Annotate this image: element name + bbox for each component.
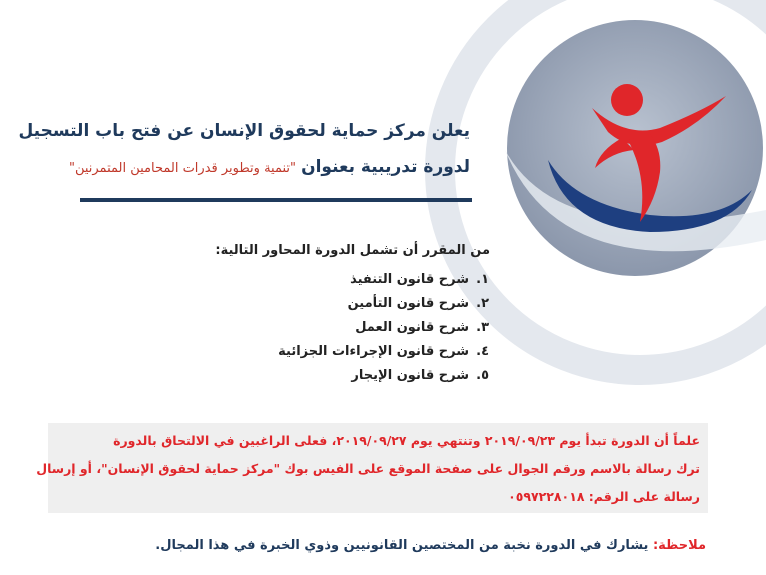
page-title: يعلن مركز حماية لحقوق الإنسان عن فتح باب التسجيل [18, 121, 470, 141]
header-divider [80, 198, 472, 202]
list-item-label: شرح قانون الإجراءات الجزائية [278, 344, 469, 359]
list-item-label: شرح قانون العمل [355, 320, 469, 335]
notice-line-dates: علماً أن الدورة تبدأ يوم ٢٠١٩/٠٩/٢٣ وتنتهي يوم ٢٠١٩/٠٩/٢٧، فعلى الراغبين في الالتحاق بالدورة [113, 433, 700, 448]
list-item [229, 292, 489, 316]
footer-note [46, 538, 706, 553]
subtitle-lead: لدورة تدريبية بعنوان [301, 157, 470, 177]
topics-list [229, 268, 489, 388]
list-item-label: شرح قانون التنفيذ [350, 272, 469, 287]
list-item-number: ١. [476, 272, 489, 287]
list-item-number: ٥. [476, 368, 489, 383]
notice-line-contact: ترك رسالة بالاسم ورقم الجوال على صفحة الموقع على الفيس بوك "مركز حماية لحقوق الإنسان"، أو إرسال [36, 461, 700, 476]
list-item-label: شرح قانون الإيجار [351, 368, 469, 383]
list-item [229, 340, 489, 364]
list-item-number: ٢. [476, 296, 489, 311]
note-text: يشارك في الدورة نخبة من المختصين القانونيين وذوي الخبرة في هذا المجال. [155, 538, 653, 553]
topics-intro: من المقرر أن تشمل الدورة المحاور التالية: [215, 243, 490, 258]
list-item [229, 316, 489, 340]
list-item-number: ٣. [476, 320, 489, 335]
notice-line-phone: رسالة على الرقم: ٠٥٩٧٢٢٨٠١٨ [508, 489, 700, 504]
list-item-label: شرح قانون التأمين [347, 296, 469, 311]
list-item [229, 268, 489, 292]
course-name: "تنمية وتطوير قدرات المحامين المتمرنين" [68, 161, 296, 176]
page-subtitle [30, 157, 470, 177]
list-item-number: ٤. [476, 344, 489, 359]
registration-notice [36, 423, 708, 513]
note-label: ملاحظة: [652, 538, 706, 553]
list-item [229, 364, 489, 388]
